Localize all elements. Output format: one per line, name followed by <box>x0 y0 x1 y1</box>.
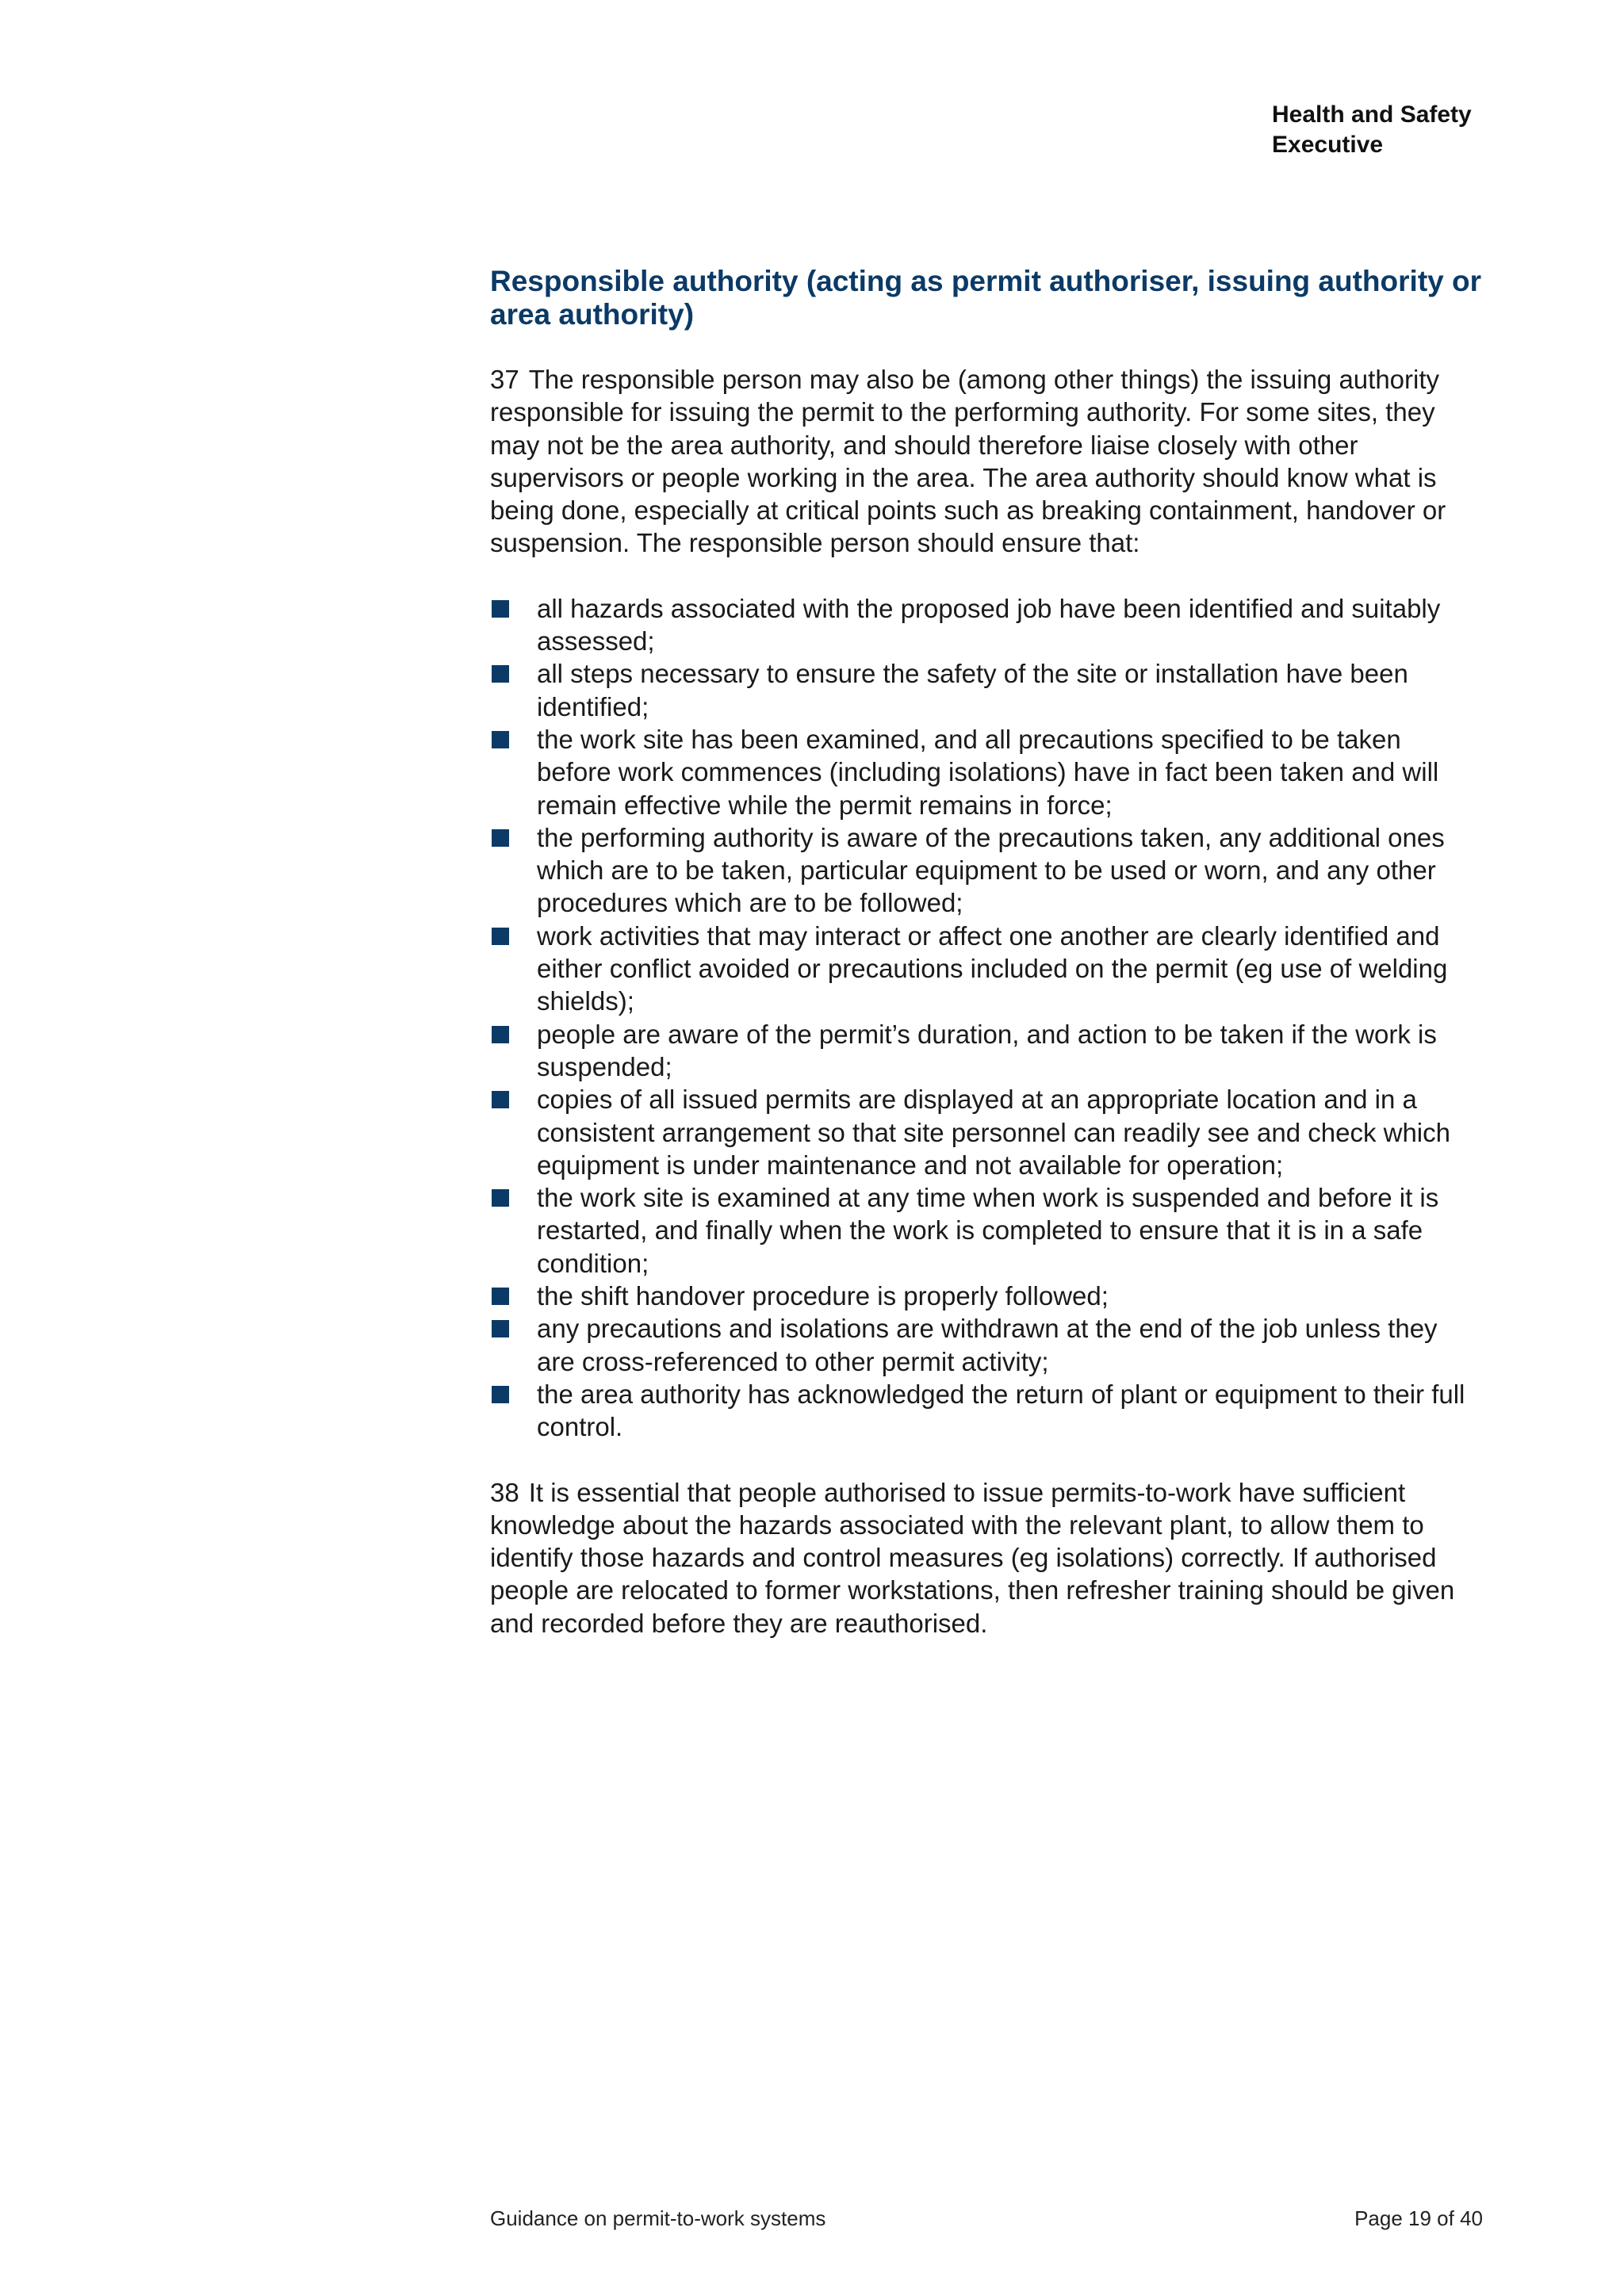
list-item <box>490 1312 1481 1378</box>
brand-line-2: Executive <box>1272 132 1384 158</box>
square-bullet-icon <box>492 928 509 945</box>
footer-page-number: Page 19 of 40 <box>1354 2206 1483 2230</box>
paragraph-37 <box>490 363 1481 560</box>
square-bullet-icon <box>492 1189 509 1207</box>
responsibility-list <box>490 592 1481 1444</box>
list-item-text: the work site is examined at any time when work is suspended and before it is restarted, and finally when the work is completed to ensure that it is in a safe condition; <box>537 1183 1439 1278</box>
list-item <box>490 1378 1481 1444</box>
list-item <box>490 1280 1481 1312</box>
list-item <box>490 821 1481 920</box>
list-item-text: the work site has been examined, and all precautions specified to be taken before work commences (including isolations) have in fact been taken and will remain effective while the permit remains in force; <box>537 724 1439 820</box>
main-content <box>490 265 1481 1640</box>
square-bullet-icon <box>492 731 509 748</box>
list-item <box>490 1181 1481 1280</box>
list-item <box>490 1018 1481 1084</box>
list-item-text: the shift handover procedure is properly followed; <box>537 1281 1109 1311</box>
square-bullet-icon <box>492 1386 509 1403</box>
list-item <box>490 1083 1481 1181</box>
brand-line-1: Health and Safety <box>1272 101 1472 128</box>
list-item-text: work activities that may interact or affect one another are clearly identified and either conflict avoided or precautions included on the permit (eg use of welding shields); <box>537 920 1448 1016</box>
list-item <box>490 657 1481 723</box>
square-bullet-icon <box>492 829 509 847</box>
list-item-text: the area authority has acknowledged the return of plant or equipment to their full control. <box>537 1379 1465 1442</box>
square-bullet-icon <box>492 665 509 683</box>
section-heading: Responsible authority (acting as permit authoriser, issuing authority or area authority) <box>490 265 1481 331</box>
hse-brand-logo <box>1272 100 1557 160</box>
paragraph-text: The responsible person may also be (among other things) the issuing authority responsible for issuing the permit to the performing authority. For some sites, they may not be the area authority, and should therefore liaise closely with other supervisors or people working in the area. The area authority should know what is being done, especially at critical points such as breaking containment, handover or suspension. The responsible person should ensure that: <box>490 365 1446 558</box>
paragraph-38 <box>490 1476 1481 1640</box>
list-item-text: any precautions and isolations are withdrawn at the end of the job unless they are cross-referenced to other permit activity; <box>537 1314 1438 1376</box>
paragraph-number: 38 <box>490 1477 519 1507</box>
paragraph-text: It is essential that people authorised to issue permits-to-work have sufficient knowledge about the hazards associated with the relevant plant, to allow them to identify those hazards and control measures (eg isolations) correctly. If authorised people are relocated to former workstations, then refresher training should be given and recorded before they are reauthorised. <box>490 1477 1455 1638</box>
list-item <box>490 723 1481 821</box>
square-bullet-icon <box>492 1091 509 1108</box>
list-item-text: all steps necessary to ensure the safety of the site or installation have been identified; <box>537 659 1408 721</box>
list-item-text: copies of all issued permits are displayed at an appropriate location and in a consistent arrangement so that site personnel can readily see and check which equipment is under maintenance and not available for operation; <box>537 1085 1450 1180</box>
list-item-text: all hazards associated with the proposed job have been identified and suitably assessed; <box>537 593 1441 656</box>
list-item <box>490 592 1481 658</box>
footer-document-title: Guidance on permit-to-work systems <box>490 2206 826 2230</box>
square-bullet-icon <box>492 1288 509 1305</box>
square-bullet-icon <box>492 1026 509 1043</box>
square-bullet-icon <box>492 600 509 618</box>
paragraph-number: 37 <box>490 365 519 394</box>
square-bullet-icon <box>492 1320 509 1337</box>
list-item <box>490 920 1481 1018</box>
list-item-text: the performing authority is aware of the precautions taken, any additional ones which are to be taken, particular equipment to be used or worn, and any other procedures which are to be followed; <box>537 822 1445 918</box>
list-item-text: people are aware of the permit’s duration, and action to be taken if the work is suspended; <box>537 1019 1437 1081</box>
